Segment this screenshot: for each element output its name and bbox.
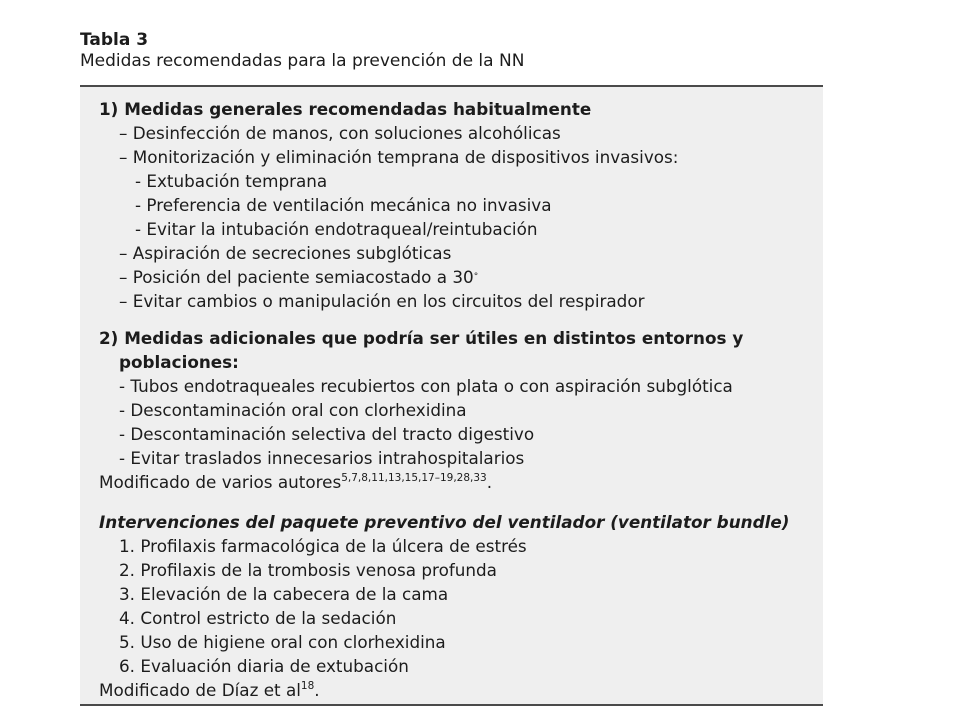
list-item: - Tubos endotraqueales recubiertos con plata o con aspiración subglótica bbox=[119, 376, 733, 396]
table-content bbox=[99, 97, 819, 702]
sub-list-item: - Evitar la intubación endotraqueal/reintubación bbox=[135, 219, 538, 239]
list-item: – Aspiración de secreciones subglóticas bbox=[119, 243, 452, 263]
degree-mark: ° bbox=[473, 272, 479, 282]
list-item: – Evitar cambios o manipulación en los circuitos del respirador bbox=[119, 291, 645, 311]
section2-source bbox=[99, 470, 819, 494]
list-item-position bbox=[99, 265, 819, 289]
list-item: – Desinfección de manos, con soluciones alcohólicas bbox=[119, 123, 561, 143]
list-item: 1. Profilaxis farmacológica de la úlcera de estrés bbox=[119, 536, 527, 556]
list-item: - Evitar traslados innecesarios intrahospitalarios bbox=[119, 448, 525, 468]
reference-superscript: 5,7,8,11,13,15,17–19,28,33 bbox=[341, 472, 487, 484]
section2-heading-line1: 2) Medidas adicionales que podría ser útiles en distintos entornos y bbox=[99, 328, 744, 348]
source-end: . bbox=[314, 680, 320, 700]
source-text: Modificado de Díaz et al bbox=[99, 680, 301, 700]
list-item: - Descontaminación oral con clorhexidina bbox=[119, 400, 467, 420]
list-item-text: – Posición del paciente semiacostado a 30 bbox=[119, 267, 474, 287]
section3-heading: Intervenciones del paquete preventivo del ventilador (ventilator bundle) bbox=[99, 512, 790, 532]
list-item: 2. Profilaxis de la trombosis venosa profunda bbox=[119, 560, 497, 580]
table-label: Tabla 3 bbox=[80, 30, 149, 50]
table-body bbox=[80, 85, 823, 706]
list-item: 6. Evaluación diaria de extubación bbox=[119, 656, 409, 676]
source-text: Modificado de varios autores bbox=[99, 472, 342, 492]
table-header bbox=[80, 30, 824, 72]
section1-heading: 1) Medidas generales recomendadas habitualmente bbox=[99, 99, 592, 119]
table-caption: Medidas recomendadas para la prevención de la NN bbox=[80, 51, 525, 71]
source-end: . bbox=[486, 472, 493, 492]
list-item: – Monitorización y eliminación temprana de dispositivos invasivos: bbox=[119, 147, 679, 167]
sub-list-item: - Preferencia de ventilación mecánica no invasiva bbox=[135, 195, 552, 215]
list-item: 5. Uso de higiene oral con clorhexidina bbox=[119, 632, 446, 652]
section-gap bbox=[99, 313, 819, 326]
sub-list-item: - Extubación temprana bbox=[135, 171, 328, 191]
list-item: 3. Elevación de la cabecera de la cama bbox=[119, 584, 449, 604]
section2-heading-line2: poblaciones: bbox=[119, 352, 239, 372]
reference-superscript: 18 bbox=[300, 680, 315, 692]
section-gap bbox=[99, 494, 819, 510]
list-item: 4. Control estricto de la sedación bbox=[119, 608, 397, 628]
list-item: - Descontaminación selectiva del tracto digestivo bbox=[119, 424, 535, 444]
section3-source bbox=[99, 678, 819, 702]
